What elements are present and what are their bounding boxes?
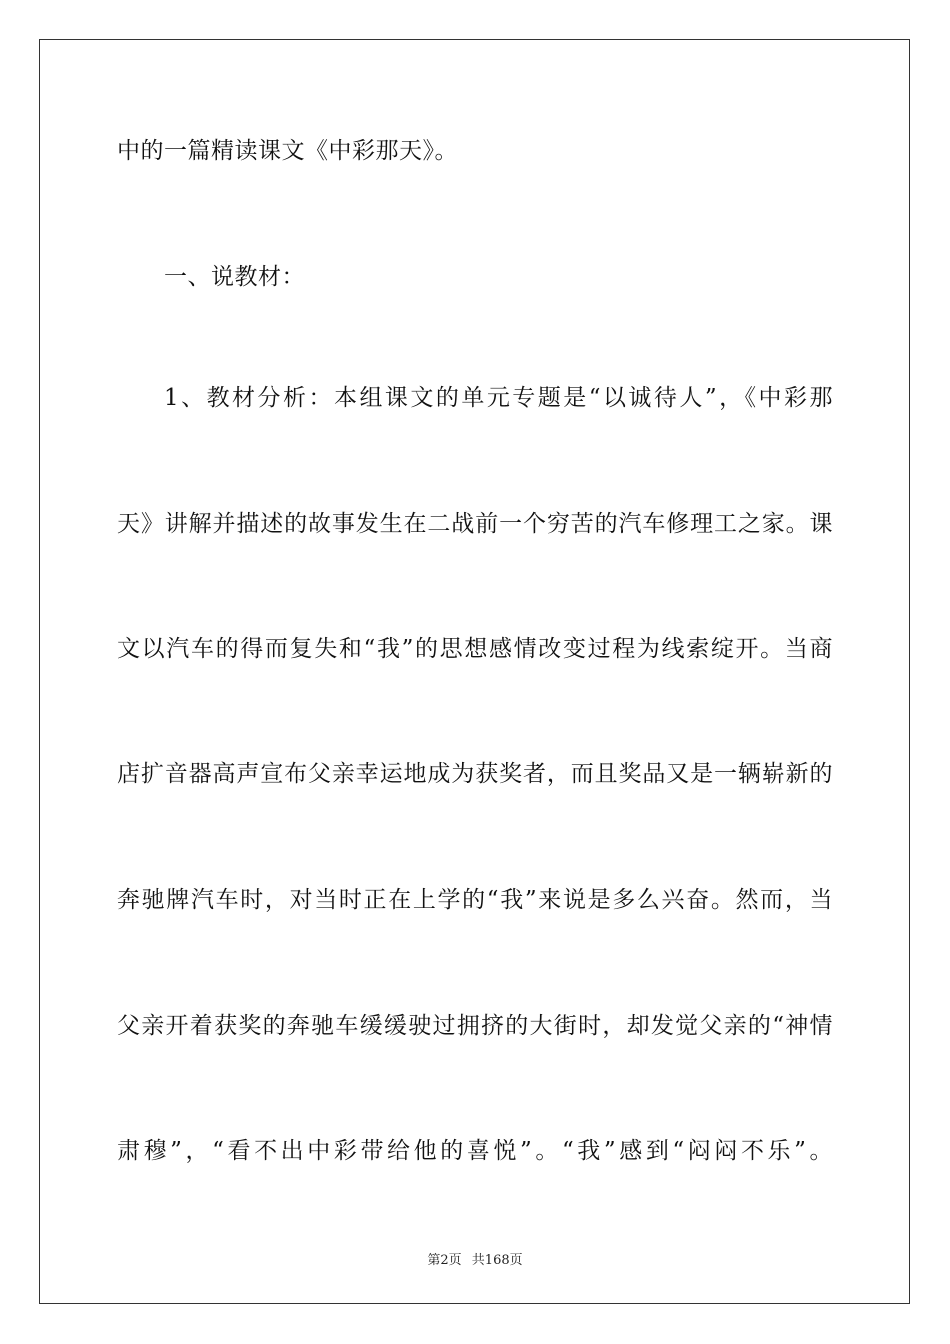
page-number: 第2页: [427, 1253, 462, 1268]
body-line-5: 文以汽车的得而复失和“我”的思想感情改变过程为线索绽开。当商: [117, 636, 833, 662]
body-line-1: 中的一篇精读课文《中彩那天》。: [117, 138, 458, 164]
page-footer: [0, 1249, 950, 1268]
body-line-4: 天》讲解并描述的故事发生在二战前一个穷苦的汽车修理工之家。课: [117, 511, 833, 537]
page-total: 共168页: [471, 1253, 523, 1268]
body-line-9: 肃穆”，“看不出中彩带给他的喜悦”。“我”感到“闷闷不乐”。: [117, 1138, 833, 1164]
body-line-7: 奔驰牌汽车时，对当时正在上学的“我”来说是多么兴奋。然而，当: [117, 887, 833, 913]
body-line-3: 1、教材分析：本组课文的单元专题是“以诚待人”，《中彩那: [164, 385, 833, 411]
body-line-6: 店扩音器高声宣布父亲幸运地成为获奖者，而且奖品又是一辆崭新的: [117, 761, 833, 787]
body-line-8: 父亲开着获奖的奔驰车缓缓驶过拥挤的大街时，却发觉父亲的“神情: [117, 1013, 833, 1039]
page-border: [39, 39, 910, 1304]
section-heading: 一、说教材：: [164, 264, 305, 290]
